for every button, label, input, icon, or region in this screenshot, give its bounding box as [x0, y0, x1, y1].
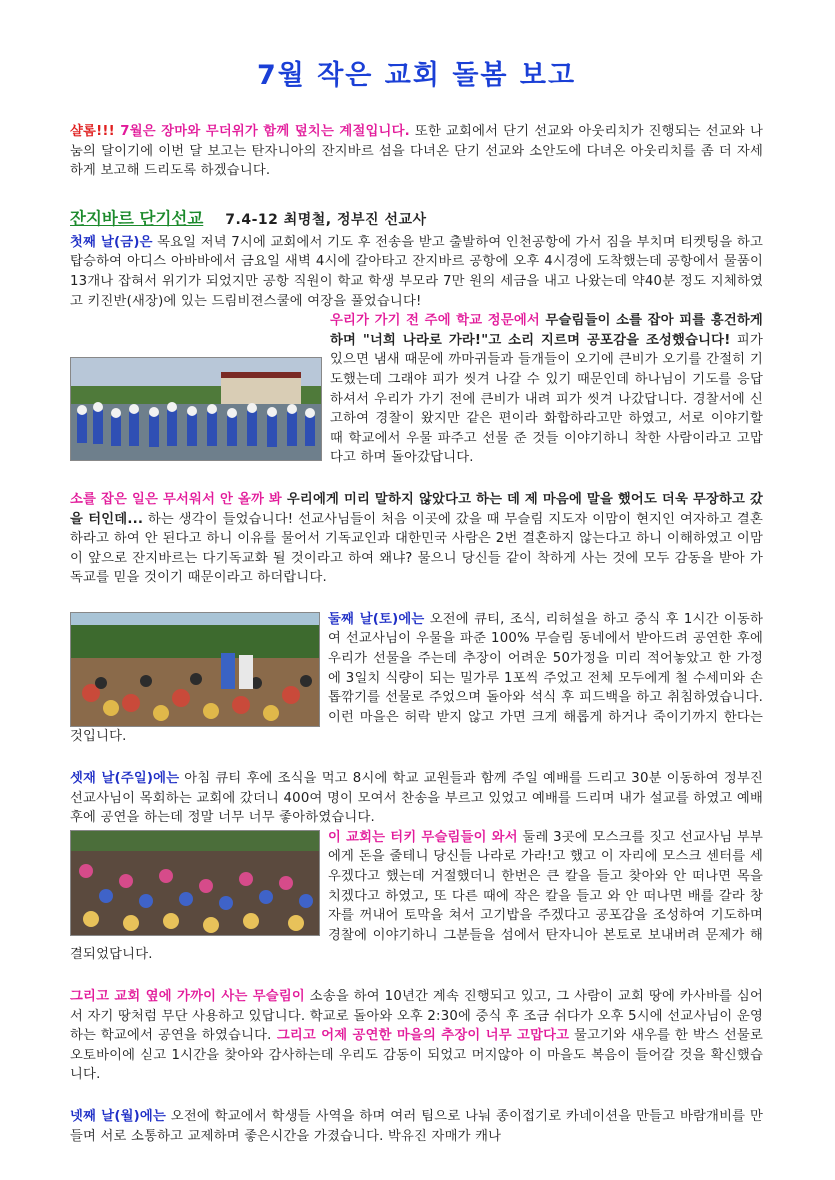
intro-text: 또한 교회에서 단기 선교와 아웃리치가 진행되는 선교와 나눔의 달이기에 이번 달 보고는 탄자니아의 잔지바르 섬을 다녀온 단기 선교와 소안도에 다녀온 아웃리치를 좀 더 자세하게 보고해 드리도록 하겠습니다. [70, 124, 763, 179]
imam-lead: 소를 잡은 일은 무서워서 안 올까 봐 [70, 491, 282, 507]
imam-bold: 우리에게 미리 말하지 않았다고 하는 데 제 마음에 말을 했어도 더욱 무장하고 갔을 터인데... [70, 491, 763, 527]
turkish-lead: 이 교회는 터키 무슬림들이 와서 [328, 829, 518, 845]
paragraph-day1 [70, 233, 763, 311]
paragraph-day3 [70, 769, 763, 828]
paragraph-day4 [70, 1107, 763, 1146]
greeting: 샬롬!!! [70, 124, 115, 139]
cow-incident-text: 피가 있으면 냄새 때문에 까마귀들과 들개들이 오기에 큰비가 오기를 간절히 기도했는데 그래야 피가 씻겨 나갈 수 있기 때문인데 하나님이 기도를 응답하셔서 우리가 가기 전에 큰비가 내려 피가 씻겨 나갔답니다. 경찰서에 신고하여 경찰이 왔지만 같은 편이라 화합하라고만 하였고, 서로 이야기할 때 학교에서 우물 파주고 선물 준 것들 이야기하니 착한 사람이라고 고맙다고 하며 돌아갔답니다. [330, 332, 763, 466]
section-heading [70, 207, 763, 231]
document-page [70, 58, 763, 1146]
section-title: 잔지바르 단기선교 [70, 208, 204, 228]
section-dates: 7.4-12 최명철, 정부진 선교사 [225, 211, 427, 228]
paragraph-imam [70, 490, 763, 588]
paragraph-turkish-muslims [70, 828, 763, 965]
day1-text: 목요일 저녁 7시에 교회에서 기도 후 전송을 받고 출발하여 인천공항에 가서 짐을 부치며 티켓팅을 하고 탑승하여 아디스 아바바에서 금요일 새벽 4시에 갈아타고 잔지바르 공항에 오후 4시경에 도착했는데 공항에서 물품이 13개나 잡혀서 위기가 되었지만 공항 직원이 학교 학생 부모라 7만 원의 세금을 내고 나왔는데 약40분 정도 지체하였고 키진반(새장)에 있는 드림비젼스쿨에 여장을 풀었습니다! [70, 234, 763, 309]
intro-paragraph [70, 122, 763, 181]
day4-lead: 넷째 날(월)에는 [70, 1108, 167, 1124]
day2-lead: 둘째 날(토)에는 [328, 611, 425, 627]
day1-lead: 첫째 날(금)은 [70, 234, 153, 250]
day4-text: 오전에 학교에서 학생들 사역을 하며 여러 팀으로 나눠 종이접기로 카네이션을 만들고 바람개비를 만들며 서로 소통하고 교제하며 좋은시간을 가졌습니다. 박유진 자매가 캐나 [70, 1108, 763, 1144]
imam-text: 하는 생각이 들었습니다! 선교사님들이 처음 이곳에 갔을 때 무슬림 지도자 이맘이 현지인 여자하고 결혼하라고 하여 안 된다고 하니 이유를 물어서 기독교인과 대한민국 사람은 2번 결혼하지 않는다고 하니 이해하였고 이맘이 앞으로 잔지바르는 다기독교화 될 것이라고 하여 왜냐? 물으니 당신들 같이 착하게 사는 것에 모두 감동을 받아 가독교를 믿을 것이기 때문이라고 하더랍니다. [70, 511, 763, 586]
day2-text: 오전에 큐티, 조식, 리허설을 하고 중식 후 1시간 이동하여 선교사님이 우물을 파준 100% 무슬림 동네에서 받아드려 공연한 후에 우리가 선물을 주는데 추장이 어려운 50가정을 미리 적어놓았고 한 가정에 3일치 식량이 되는 밀가루 1포씩 주었고 전체 모두에게 철 수세미와 손톱깎기를 선물로 주었으며 돌아와 석식 후 피드백을 하고 취침하였습니다. 이런 마을은 허락 받지 않고 가면 크게 해롭게 하거나 죽이기까지 한다는 것입니다. [70, 611, 764, 745]
day3-lead: 셋재 날(주일)에는 [70, 771, 180, 787]
chief-thanks-text: 물고기와 새우를 한 박스 선물로 오토바이에 싣고 1시간을 찾아와 감사하는데 우리도 감동이 되었고 머지않아 이 마을도 복음이 들어갈 것을 확신했습니다. [70, 1028, 763, 1083]
cow-incident-bold: 무슬림들이 소를 잡아 피를 흥건하게 하며 "너희 나라로 가라!"고 소리 지르며 공포감을 조성했습니다! [330, 313, 763, 348]
intro-highlight: 7월은 장마와 무더위가 함께 덮치는 계절입니다. [114, 124, 410, 139]
lawsuit-text: 소송을 하여 10년간 계속 진행되고 있고, 그 사람이 교회 땅에 카사바를 심어서 자기 땅처럼 무단 사용하고 있답니다. 학교로 돌아와 오후 2:30에 중식 후 조금 쉬다가 오후 5시에 선교사님이 운영하는 학교에서 공연을 하였습니다. [70, 988, 763, 1044]
page-title: 7월 작은 교회 돌봄 보고 [256, 60, 577, 91]
photo-church-congregation [70, 830, 320, 936]
cow-incident-lead: 우리가 가기 전 주에 학교 정문에서 [330, 313, 540, 329]
paragraph-day2 [70, 610, 763, 747]
paragraph-lawsuit [70, 987, 763, 1085]
turkish-text: 둘레 3곳에 모스크를 짓고 선교사님 부부에게 돈을 줄테니 당신들 나라로 가라!고 했고 이 자리에 모스크 센터를 세우겠다고 했는데 거절했더니 한번은 큰 칼을 들고 찾아와 안 떠나면 목을 치겠다고 하였고, 또 다른 때에 작은 칼을 들고 와 안 떠나면 배를 갈라 창자를 꺼내어 토막을 쳐서 고기밥을 주겠다고 공포감을 조성하여 기도하며 경찰에 이야기하니 그분들을 섬에서 탄자니아 본토로 보내버려 문제가 해결되었답니다. [70, 829, 763, 963]
photo-school-students [70, 357, 322, 461]
day3-text: 아침 큐티 후에 조식을 먹고 8시에 학교 교원들과 함께 주일 예배를 드리고 30분 이동하여 정부진 선교사님이 목회하는 교회에 갔더니 400여 명이 모여서 찬송을 부르고 있었고 예배를 드리며 내가 설교를 하였고 예배 후에 공연을 하는데 정말 너무 너무 좋아하였습니다. [70, 771, 763, 826]
photo-village-gathering [70, 612, 320, 727]
paragraph-cow-incident [70, 311, 763, 468]
lawsuit-lead: 그리고 교회 옆에 가까이 사는 무슬림이 [70, 988, 305, 1004]
chief-thanks-lead: 그리고 어제 공연한 마을의 추장이 너무 고맙다고 [271, 1028, 570, 1044]
